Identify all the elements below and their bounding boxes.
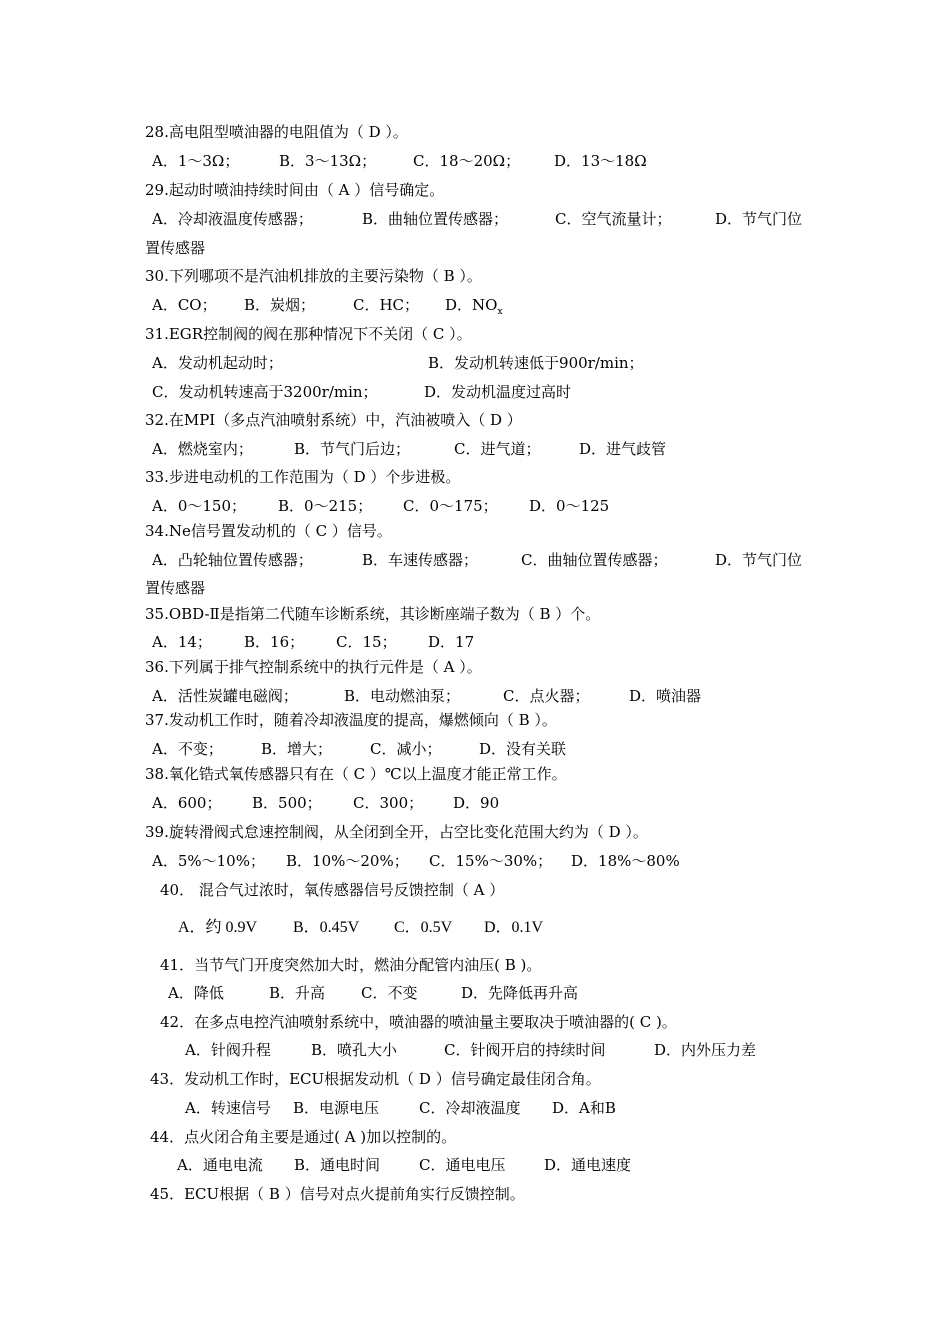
option-d: D．90 [453,794,500,812]
option-a: A．CO； [152,296,217,314]
options-33 [152,496,609,516]
option-c: C．HC； [353,296,420,314]
options-29 [152,209,802,229]
option-b: B．升高 [269,984,326,1002]
question-41: 41．当节气门开度突然加大时，燃油分配管内油压( B )。 [160,956,542,974]
options-32 [152,439,666,459]
option-a: A．燃烧室内； [152,440,253,458]
option-b: B．电动燃油泵； [344,687,461,705]
option-d: D．先降低再升高 [461,984,579,1002]
options-31 [152,353,644,373]
option-c: C．减小； [370,740,442,758]
options-38 [152,793,499,813]
option-c: C．不变 [361,984,418,1002]
option-a: A．冷却液温度传感器； [152,210,313,228]
question-30: 30.下列哪项不是汽油机排放的主要污染物（ B ）。 [145,267,482,285]
option-d: D．节气门位 [715,551,803,569]
question-31: 31.EGR控制阀的阀在那种情况下不关闭（ C ）。 [145,325,472,343]
question-39: 39.旋转滑阀式怠速控制阀，从全闭到全开，占空比变化范围大约为（ D ）。 [145,823,648,841]
options-41 [168,983,578,1003]
option-d-text: D．NO [445,296,498,314]
option-a: A．凸轮轴位置传感器； [152,551,313,569]
question-28: 28.高电阻型喷油器的电阻值为（ D ）。 [145,123,408,141]
option-d: D．0～125 [529,497,610,515]
continuation-29: 置传感器 [145,239,206,257]
options-31-row2 [152,382,571,402]
option-d: D．发动机温度过高时 [424,383,572,401]
option-d: D．13～18Ω [554,152,647,170]
option-a: A．1～3Ω； [152,152,240,170]
question-40: 40． 混合气过浓时，氧传感器信号反馈控制（ A ） [160,881,505,899]
continuation-34: 置传感器 [145,579,206,597]
option-c: C．0.5V [394,919,453,936]
option-d: D．内外压力差 [654,1041,757,1059]
options-43 [185,1098,616,1118]
option-c: C．空气流量计； [555,210,672,228]
option-a: A．14； [152,633,212,651]
question-34: 34.Ne信号置发动机的（ C ）信号。 [145,522,392,540]
question-33: 33.步进电动机的工作范围为（ D ）个步进极。 [145,468,461,486]
question-37: 37.发动机工作时，随着冷却液温度的提高，爆燃倾向（ B ）。 [145,711,557,729]
option-a: A．转速信号 [185,1099,271,1117]
question-43: 43．发动机工作时，ECU根据发动机（ D ）信号确定最佳闭合角。 [150,1070,601,1088]
options-30 [152,295,503,322]
option-b: B．节气门后边； [294,440,411,458]
option-c: C．进气道； [454,440,541,458]
option-c: C．300； [353,794,424,812]
option-a: A．活性炭罐电磁阀； [152,687,298,705]
option-c: C．18～20Ω； [413,152,521,170]
option-b: B．500； [252,794,322,812]
question-29: 29.起动时喷油持续时间由（ A ）信号确定。 [145,181,445,199]
option-a: A．约 0.9V [178,919,258,936]
option-c: C．15； [336,633,397,651]
options-39 [152,851,680,871]
options-42 [185,1040,756,1060]
option-c: C．曲轴位置传感器； [521,551,668,569]
option-b: B．0.45V [293,919,360,936]
options-35 [152,632,474,652]
option-c: C．针阀开启的持续时间 [444,1041,606,1059]
question-36: 36.下列属于排气控制系统中的执行元件是（ A ）。 [145,658,482,676]
option-b: B．炭烟； [244,296,316,314]
options-37 [152,739,566,759]
option-a: A．降低 [168,984,224,1002]
option-c: C．发动机转速高于3200r/min； [152,383,378,401]
option-c: C．15%～30%； [429,852,553,870]
question-38: 38.氧化锆式氧传感器只有在（ C ）℃以上温度才能正常工作。 [145,765,567,783]
option-a: A．600； [152,794,222,812]
options-44 [177,1155,631,1175]
option-d: D．0.1V [484,919,544,936]
option-d: D．A和B [552,1099,616,1117]
option-d: D．喷油器 [629,687,702,705]
option-d: D．通电速度 [544,1156,632,1174]
option-c: C．0～175； [403,497,498,515]
question-35: 35.OBD-Ⅱ是指第二代随车诊断系统，其诊断座端子数为（ B ）个。 [145,605,601,623]
option-a: A．发动机起动时； [152,354,283,372]
option-b: B．16； [244,633,305,651]
option-d: D．进气歧管 [579,440,667,458]
options-40 [178,918,543,938]
question-32: 32.在MPI（多点汽油喷射系统）中，汽油被喷入（ D ） [145,411,522,429]
option-a: A．针阀升程 [185,1041,271,1059]
option-b: B．通电时间 [294,1156,381,1174]
subscript-x: x [497,307,503,317]
options-34 [152,550,802,570]
option-b: B．0～215； [278,497,373,515]
option-b: B．3～13Ω； [279,152,377,170]
question-44: 44．点火闭合角主要是通过( A )加以控制的。 [150,1128,457,1146]
question-42: 42．在多点电控汽油喷射系统中，喷油器的喷油量主要取决于喷油器的( C )。 [160,1013,677,1031]
option-b: B．车速传感器； [362,551,479,569]
option-c: C．冷却液温度 [419,1099,521,1117]
option-d: D．没有关联 [479,740,567,758]
option-b: B．电源电压 [293,1099,380,1117]
option-a: A．不变； [152,740,223,758]
option-b: B．10%～20%； [286,852,409,870]
option-d: D．节气门位 [715,210,803,228]
option-a: A．5%～10%； [152,852,265,870]
option-b: B．曲轴位置传感器； [362,210,509,228]
option-a: A．通电电流 [177,1156,263,1174]
option-b: B．喷孔大小 [311,1041,398,1059]
options-28 [152,151,647,171]
question-45: 45．ECU根据（ B ）信号对点火提前角实行反馈控制。 [150,1185,525,1203]
option-b: B．增大； [261,740,333,758]
option-b: B．发动机转速低于900r/min； [428,354,644,372]
option-d: D．17 [428,633,475,651]
option-c: C．点火器； [503,687,590,705]
option-a: A．0～150； [152,497,247,515]
options-36 [152,686,701,706]
option-d [445,295,503,322]
option-d: D．18%～80% [571,852,680,870]
option-c: C．通电电压 [419,1156,506,1174]
